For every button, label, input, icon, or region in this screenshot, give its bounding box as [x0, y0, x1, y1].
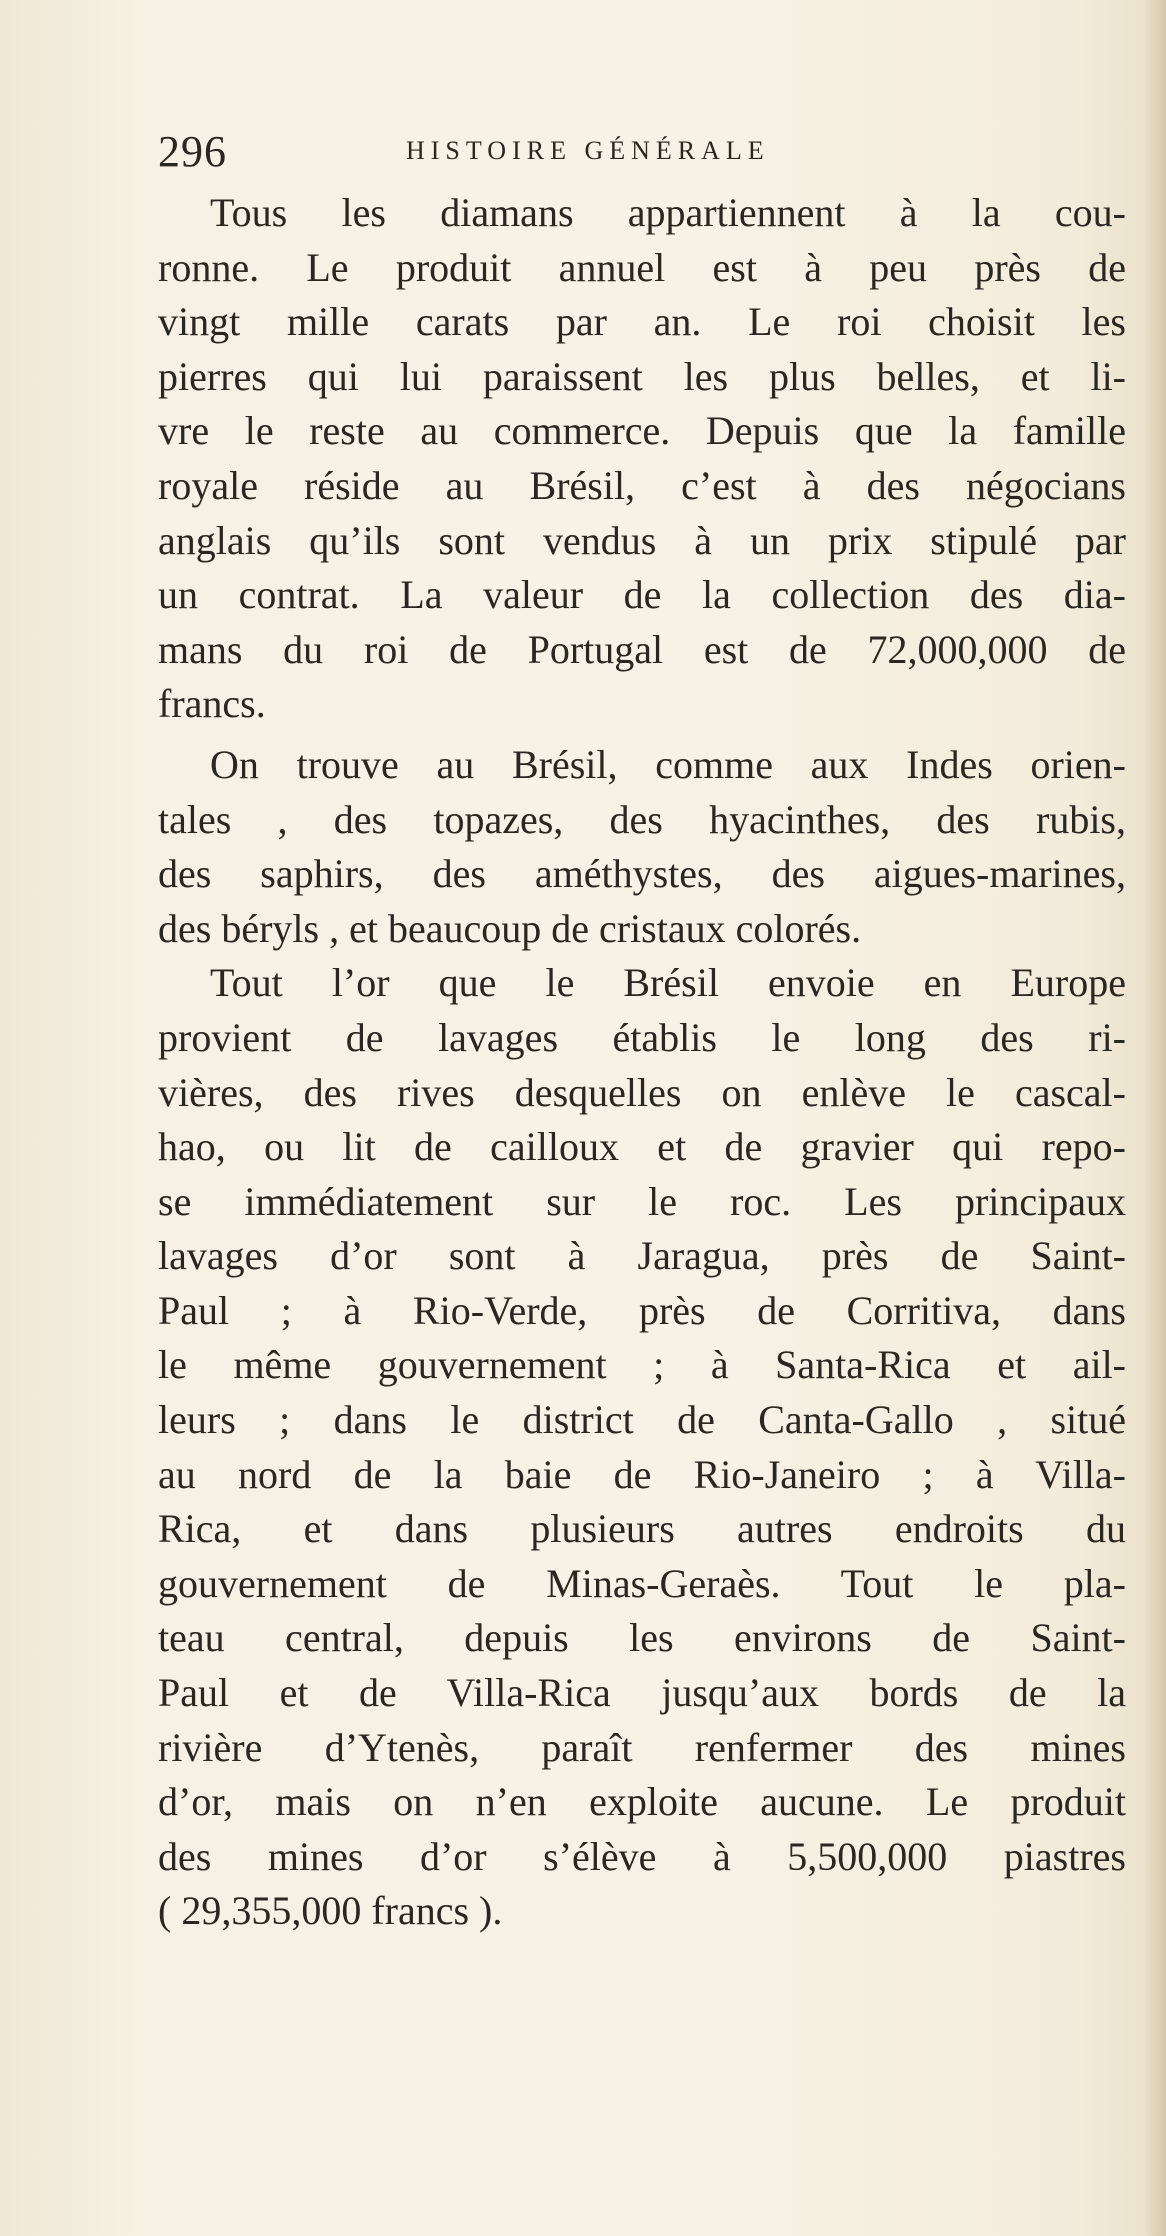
text-line: gouvernement de Minas-Geraès. Tout le pla-	[158, 1560, 1126, 1606]
text-line: lavages d’or sont à Jaragua, près de Saint-	[158, 1233, 1126, 1279]
text-line: royale réside au Brésil, c’est à des négocians	[158, 462, 1126, 508]
text-line: teau central, depuis les environs de Saint-	[158, 1615, 1126, 1661]
text-line: des saphirs, des améthystes, des aigues-marines,	[158, 851, 1126, 897]
text-line: tales , des topazes, des hyacinthes, des rubis,	[158, 796, 1126, 842]
text-line: leurs ; dans le district de Canta-Gallo , situé	[158, 1397, 1126, 1443]
page-number: 296	[158, 127, 227, 176]
text-line: au nord de la baie de Rio-Janeiro ; à Villa-	[158, 1451, 1126, 1497]
text-line: vières, des rives desquelles on enlève le cascal-	[158, 1069, 1126, 1115]
text-line: Tout l’or que le Brésil envoie en Europe	[210, 960, 1126, 1006]
text-line: d’or, mais on n’en exploite aucune. Le produit	[158, 1779, 1126, 1825]
page-header	[158, 126, 958, 186]
text-line: se immédiatement sur le roc. Les principaux	[158, 1178, 1126, 1224]
text-line: vingt mille carats par an. Le roi choisit les	[158, 299, 1126, 345]
text-line: un contrat. La valeur de la collection des dia-	[158, 572, 1126, 618]
text-line: vre le reste au commerce. Depuis que la famille	[158, 408, 1126, 454]
text-line: hao, ou lit de cailloux et de gravier qui repo-	[158, 1124, 1126, 1170]
text-line: anglais qu’ils sont vendus à un prix stipulé par	[158, 517, 1126, 563]
text-line: des béryls , et beaucoup de cristaux colorés.	[158, 905, 862, 951]
text-line: Paul et de Villa-Rica jusqu’aux bords de la	[158, 1670, 1126, 1716]
text-line: Tous les diamans appartiennent à la cou-	[210, 190, 1126, 235]
text-line: pierres qui lui paraissent les plus belles, et li-	[158, 353, 1126, 399]
text-line: On trouve au Brésil, comme aux Indes orien-	[210, 741, 1126, 787]
text-line: ( 29,355,000 francs ).	[158, 1888, 503, 1934]
text-line: francs.	[158, 681, 266, 727]
running-head: HISTOIRE GÉNÉRALE	[406, 136, 770, 165]
text-line: mans du roi de Portugal est de 72,000,000 de	[158, 626, 1126, 672]
text-line: Paul ; à Rio-Verde, près de Corritiva, dans	[158, 1287, 1126, 1333]
text-line: le même gouvernement ; à Santa-Rica et ail-	[158, 1342, 1126, 1388]
text-line: des mines d’or s’élève à 5,500,000 piastres	[158, 1833, 1126, 1879]
page-edge-shadow	[1144, 0, 1166, 2236]
text-line: provient de lavages établis le long des ri-	[158, 1014, 1126, 1060]
text-line: ronne. Le produit annuel est à peu près de	[158, 244, 1126, 290]
body-text	[158, 186, 1126, 1939]
text-line: Rica, et dans plusieurs autres endroits du	[158, 1506, 1126, 1552]
text-line: rivière d’Ytenès, paraît renfermer des mines	[158, 1724, 1126, 1770]
